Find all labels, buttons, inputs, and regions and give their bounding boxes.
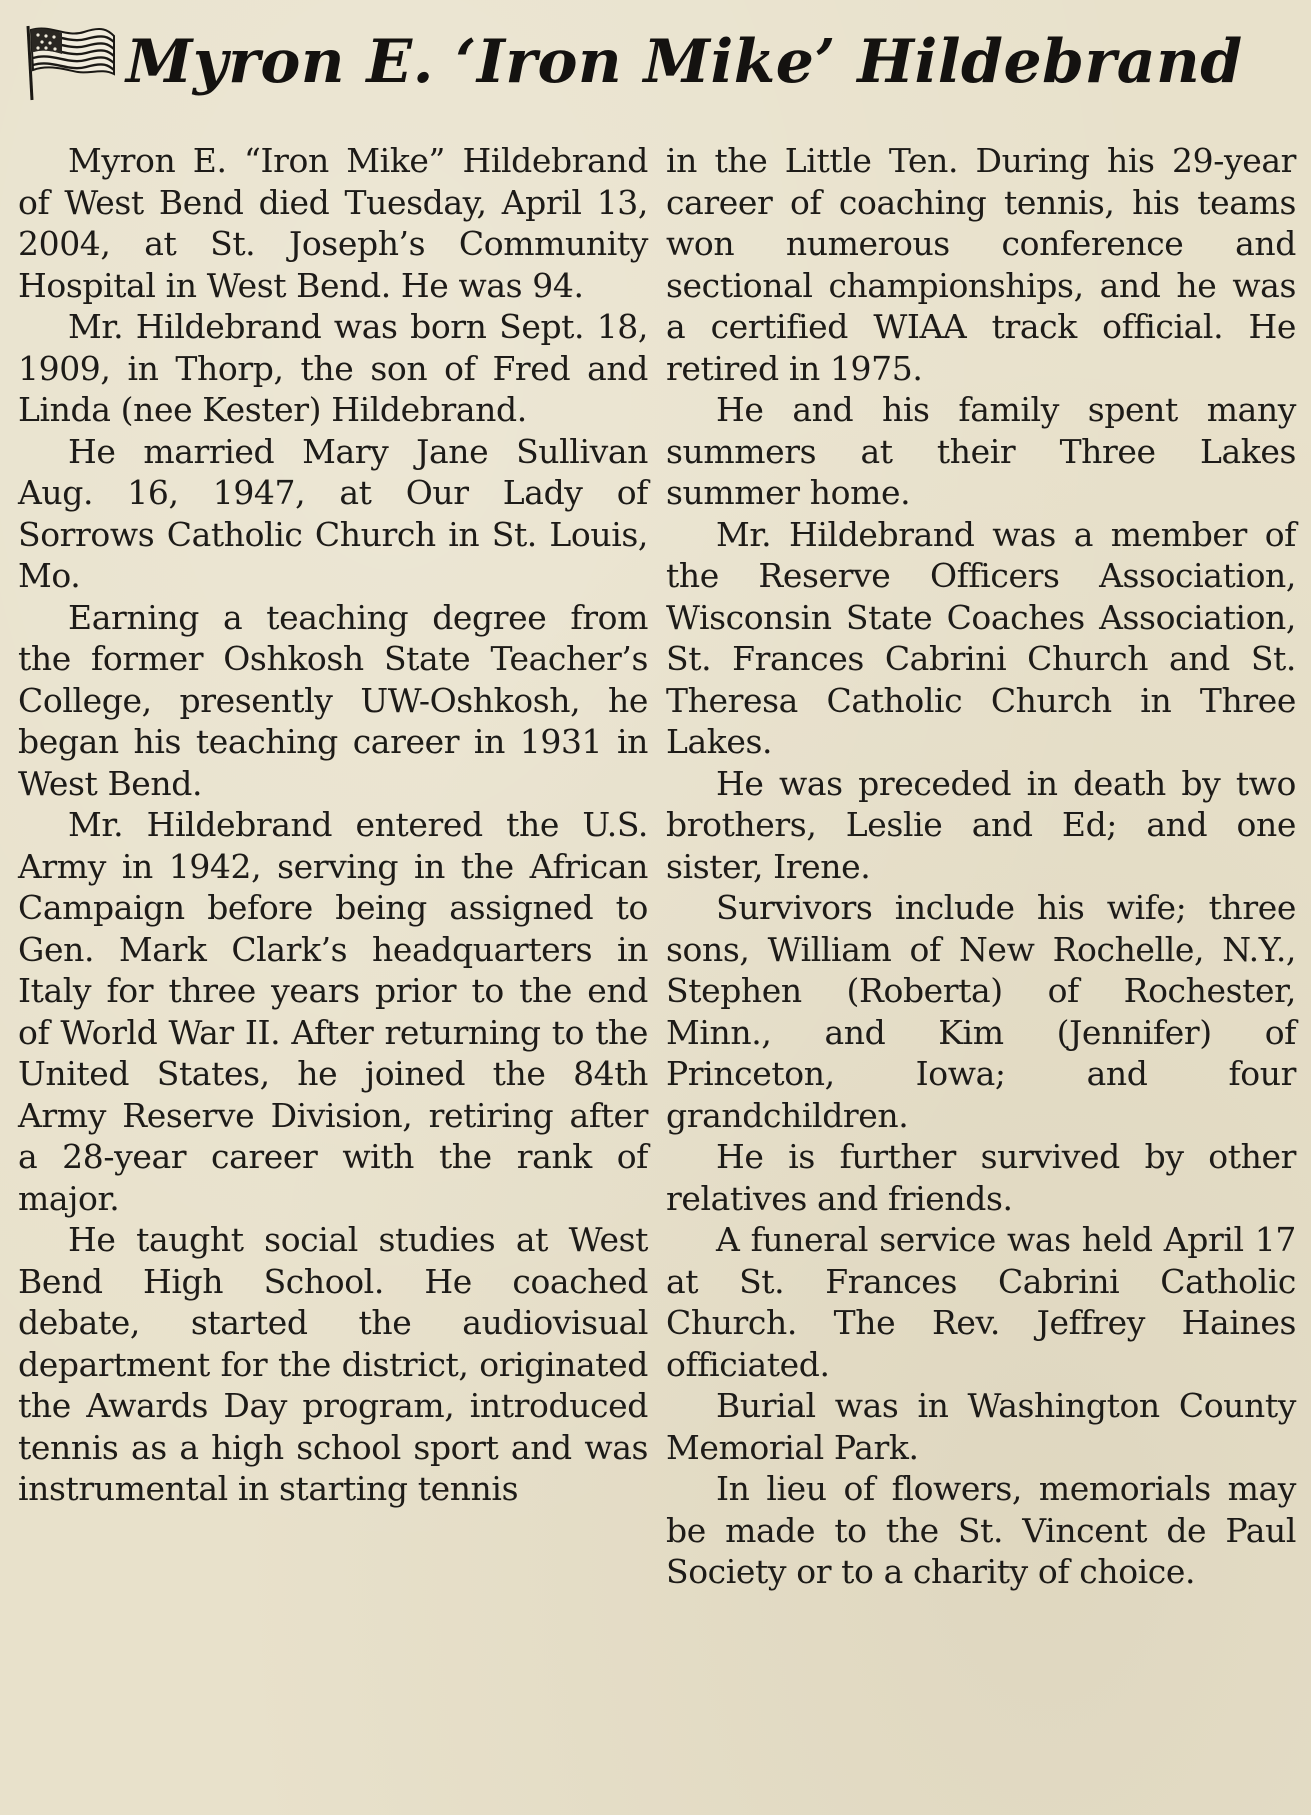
paragraph-birth: Mr. Hildebrand was born Sept. 18, 1909, in Thorp, the son of Fred and Linda (nee Kester) Hildebrand. — [18, 307, 648, 429]
paragraph-memberships: Mr. Hildebrand was a member of the Reserve Officers Association, Wisconsin State Coaches Association, St. Frances Cabrini Church and St. Theresa Catholic Church in Three Lakes. — [666, 514, 1296, 761]
paragraph-memorials: In lieu of flowers, memorials may be made to the St. Vincent de Paul Society or to a charity of choice. — [666, 1469, 1296, 1591]
paragraph-education: Earning a teaching degree from the former Oshkosh State Teacher’s College, presently UW-Oshkosh, he began his teaching career in 1931 in West Bend. — [18, 597, 648, 803]
paragraph-relatives: He is further survived by other relatives and friends. — [666, 1137, 1296, 1218]
paragraph-preceded: He was preceded in death by two brothers, Leslie and Ed; and one sister, Irene. — [666, 763, 1296, 886]
paragraph-survivors: Survivors include his wife; three sons, William of New Rochelle, N.Y., Stephen (Roberta) of Rochester, Minn., and Kim (Jennifer) of Princeton, Iowa; and four grandchildren. — [666, 888, 1296, 1135]
paragraph-summer-home: He and his family spent many summers at their Three Lakes summer home. — [666, 390, 1296, 512]
right-column — [666, 140, 1296, 1593]
paragraph-teaching-continued: in the Little Ten. During his 29-year career of coaching tennis, his teams won numerous conference and sectional championships, and he was a certified WIAA track official. He retired in 1975. — [666, 141, 1296, 388]
american-flag-icon — [22, 22, 118, 102]
paragraph-burial: Burial was in Washington County Memorial Park. — [666, 1386, 1296, 1467]
paragraph-marriage: He married Mary Jane Sullivan Aug. 16, 1947, at Our Lady of Sorrows Catholic Church in St. Louis, Mo. — [18, 431, 648, 595]
obituary-title: Myron E. ‘Iron Mike’ Hildebrand — [126, 27, 1243, 97]
paragraph-military: Mr. Hildebrand entered the U.S. Army in 1942, serving in the African Campaign before being assigned to Gen. Mark Clark’s headquarters in Italy for three years prior to the end of World War II. After returning to the United States, he joined the 84th Army Reserve Division, retiring after a 28-year career with the rank of major. — [18, 805, 648, 1218]
paragraph-teaching: He taught social studies at West Bend High School. He coached debate, started the audiovisual department for the district, originated the Awards Day program, introduced tennis as a high school sport and was instrumental in starting tennis — [18, 1220, 648, 1508]
obituary-header — [22, 22, 1292, 122]
paragraph-death-notice: Myron E. “Iron Mike” Hildebrand of West Bend died Tuesday, April 13, 2004, at St. Joseph’s Community Hospital in West Bend. He was 94. — [18, 141, 648, 305]
left-column — [18, 140, 648, 1510]
paragraph-funeral: A funeral service was held April 17 at St. Frances Cabrini Catholic Church. The Rev. Jeffrey Haines officiated. — [666, 1220, 1296, 1384]
article-body — [0, 140, 1311, 1800]
